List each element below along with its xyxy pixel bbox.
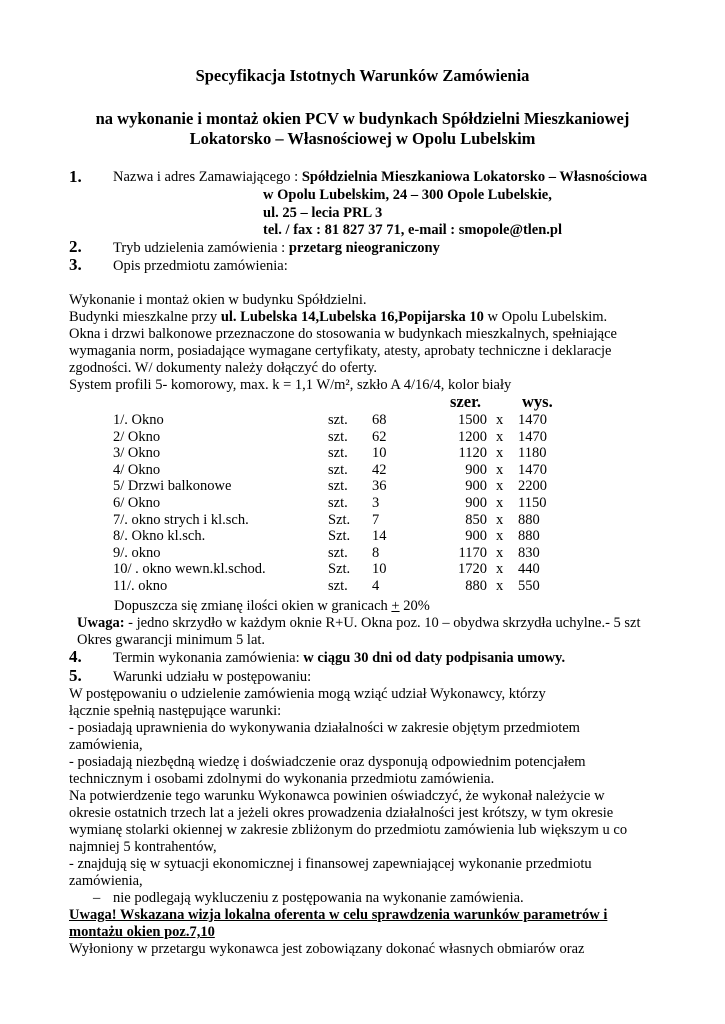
- plus-minus-sign: +: [391, 598, 400, 614]
- row-unit: szt.: [328, 462, 348, 478]
- row-times-sign: x: [496, 578, 504, 594]
- orderer-name: Spółdzielnia Mieszkaniowa Lokatorsko – Własnościowa: [301, 169, 648, 185]
- conditions-line-9: wymianę stolarki okiennej w zakresie zbliżonym do przedmiotu zamówienia lub większym u co: [69, 822, 628, 838]
- row-width: 900: [465, 528, 487, 544]
- row-height: 880: [518, 528, 540, 544]
- row-unit: Szt.: [328, 512, 351, 528]
- conditions-line-4: zamówienia,: [69, 737, 143, 753]
- row-height: 440: [518, 561, 540, 577]
- row-quantity: 10: [372, 561, 387, 577]
- row-item: 11/. okno: [113, 578, 168, 594]
- row-quantity: 7: [372, 512, 380, 528]
- uwaga-note: [77, 615, 641, 632]
- row-quantity: 3: [372, 495, 380, 511]
- quantity-change-text: Dopuszcza się zmianę ilości okien w granicach: [114, 598, 392, 614]
- contractor-obligation-line: Wyłoniony w przetargu wykonawca jest zobowiązany dokonać własnych obmiarów oraz: [69, 941, 585, 957]
- desc-line-1: Wykonanie i montaż okien w budynku Spółdzielni.: [69, 292, 367, 308]
- row-item: 4/ Okno: [113, 462, 161, 478]
- conditions-line-7: Na potwierdzenie tego warunku Wykonawca powinien oświadczyć, że wykonał należycie w: [69, 788, 605, 804]
- row-item: 10/ . okno wewn.kl.schod.: [113, 561, 266, 577]
- conditions-line-1: W postępowaniu o udzielenie zamówienia mogą wziąć udział Wykonawcy, którzy: [69, 686, 546, 702]
- row-width: 900: [465, 462, 487, 478]
- conditions-line-5: - posiadają niezbędną wiedzę i doświadczenie oraz dysponują odpowiednim potencjałem: [69, 754, 586, 770]
- quantity-change-percent: 20%: [399, 598, 430, 614]
- quantity-change-note: [114, 598, 430, 615]
- row-width: 900: [465, 478, 487, 494]
- row-times-sign: x: [496, 545, 504, 561]
- row-item: 5/ Drzwi balkonowe: [113, 478, 232, 494]
- site-visit-note-line-1: Uwaga! Wskazana wizja lokalna oferenta w celu sprawdzenia warunków parametrów i: [69, 907, 608, 923]
- row-unit: szt.: [328, 495, 348, 511]
- row-unit: szt.: [328, 412, 348, 428]
- desc-buildings-prefix: Budynki mieszkalne przy: [69, 309, 221, 325]
- table-header-height: wys.: [522, 392, 553, 411]
- row-item: 7/. okno strych i kl.sch.: [113, 512, 249, 528]
- row-width: 900: [465, 495, 487, 511]
- site-visit-note-line-2: montażu okien poz.7,10: [69, 924, 215, 940]
- uwaga-text: - jedno skrzydło w każdym oknie R+U. Okna poz. 10 – obydwa skrzydła uchylne.- 5 szt: [124, 615, 641, 631]
- desc-line-4: wymagania norm, posiadające wymagane certyfikaty, atesty, aprobaty techniczne i deklaracje: [69, 343, 612, 359]
- desc-line-3: Okna i drzwi balkonowe przeznaczone do stosowania w budynkach mieszkalnych, spełniające: [69, 326, 617, 342]
- row-unit: szt.: [328, 429, 348, 445]
- doc-title: Specyfikacja Istotnych Warunków Zamówienia: [195, 66, 530, 85]
- completion-deadline: w ciągu 30 dni od daty podpisania umowy.: [303, 650, 566, 666]
- row-height: 1470: [518, 429, 547, 445]
- section-2-label: Tryb udzielenia zamówienia :: [113, 240, 289, 256]
- row-times-sign: x: [496, 478, 504, 494]
- desc-line-2: [69, 309, 607, 326]
- conditions-line-3: - posiadają uprawnienia do wykonywania działalności w zakresie objętym przedmiotem: [69, 720, 580, 736]
- row-unit: Szt.: [328, 528, 351, 544]
- section-3-number: 3.: [69, 255, 82, 274]
- conditions-line-12: zamówienia,: [69, 873, 143, 889]
- row-unit: szt.: [328, 478, 348, 494]
- section-2-text: [113, 240, 440, 257]
- conditions-line-6: technicznym i osobami zdolnymi do wykonania przedmiotu zamówienia.: [69, 771, 495, 787]
- row-height: 830: [518, 545, 540, 561]
- conditions-line-11: - znajdują się w sytuacji ekonomicznej i finansowej zapewniającej wykonanie przedmiotu: [69, 856, 592, 872]
- section-4-number: 4.: [69, 647, 82, 666]
- row-times-sign: x: [496, 412, 504, 428]
- orderer-contact: tel. / fax : 81 827 37 71, e-mail : smopole@tlen.pl: [263, 222, 563, 238]
- doc-subtitle-line1: na wykonanie i montaż okien PCV w budynkach Spółdzielni Mieszkaniowej: [95, 109, 630, 128]
- section-1-text: [113, 169, 647, 186]
- row-quantity: 10: [372, 445, 387, 461]
- row-times-sign: x: [496, 429, 504, 445]
- row-width: 1720: [458, 561, 487, 577]
- row-unit: szt.: [328, 445, 348, 461]
- desc-line-5: zgodności. W/ dokumenty należy dołączyć do oferty.: [69, 360, 378, 376]
- section-2-number: 2.: [69, 237, 82, 256]
- warranty-note: Okres gwarancji minimum 5 lat.: [77, 632, 266, 648]
- section-3-label: Opis przedmiotu zamówienia:: [113, 258, 288, 274]
- row-height: 1150: [518, 495, 547, 511]
- section-4-label: Termin wykonania zamówienia:: [113, 650, 304, 666]
- row-width: 1500: [458, 412, 487, 428]
- row-item: 2/ Okno: [113, 429, 161, 445]
- row-item: 1/. Okno: [113, 412, 164, 428]
- section-5-number: 5.: [69, 666, 82, 685]
- desc-line-6: System profili 5- komorowy, max. k = 1,1 W/m², szkło A 4/16/4, kolor biały: [69, 377, 512, 393]
- conditions-line-10: najmniej 5 kontrahentów,: [69, 839, 217, 855]
- orderer-address-2: ul. 25 – lecia PRL 3: [263, 205, 383, 221]
- row-quantity: 8: [372, 545, 380, 561]
- row-height: 550: [518, 578, 540, 594]
- desc-buildings-addresses: ul. Lubelska 14,Lubelska 16,Popijarska 10: [220, 309, 484, 325]
- row-times-sign: x: [496, 561, 504, 577]
- row-quantity: 42: [372, 462, 387, 478]
- row-unit: szt.: [328, 578, 348, 594]
- row-quantity: 14: [372, 528, 387, 544]
- conditions-last: nie podlegają wykluczeniu z postępowania na wykonanie zamówienia.: [113, 890, 524, 906]
- row-height: 880: [518, 512, 540, 528]
- section-1-label: Nazwa i adres Zamawiającego :: [113, 169, 302, 185]
- row-times-sign: x: [496, 528, 504, 544]
- row-height: 1180: [518, 445, 547, 461]
- uwaga-label: Uwaga:: [77, 615, 125, 631]
- conditions-line-8: okresie ostatnich trzech lat a jeżeli okres prowadzenia działalności jest krótszy, w tym okresie: [69, 805, 614, 821]
- row-item: 6/ Okno: [113, 495, 161, 511]
- row-quantity: 4: [372, 578, 380, 594]
- conditions-dash: –: [93, 890, 101, 906]
- row-quantity: 68: [372, 412, 387, 428]
- row-width: 880: [465, 578, 487, 594]
- section-4-text: [113, 650, 565, 667]
- row-width: 1200: [458, 429, 487, 445]
- row-times-sign: x: [496, 462, 504, 478]
- row-height: 2200: [518, 478, 547, 494]
- section-5-label: Warunki udziału w postępowaniu:: [113, 669, 312, 685]
- row-height: 1470: [518, 462, 547, 478]
- orderer-address-1: w Opolu Lubelskim, 24 – 300 Opole Lubelskie,: [263, 187, 552, 203]
- row-item: 8/. Okno kl.sch.: [113, 528, 206, 544]
- doc-subtitle-line2: Lokatorsko – Własnościowej w Opolu Lubelskim: [189, 129, 536, 148]
- row-height: 1470: [518, 412, 547, 428]
- table-header-width: szer.: [450, 392, 482, 411]
- row-item: 3/ Okno: [113, 445, 161, 461]
- row-times-sign: x: [496, 445, 504, 461]
- row-unit: Szt.: [328, 561, 351, 577]
- row-times-sign: x: [496, 495, 504, 511]
- procedure-type: przetarg nieograniczony: [288, 240, 440, 256]
- desc-buildings-suffix: w Opolu Lubelskim.: [483, 309, 608, 325]
- row-width: 1120: [458, 445, 487, 461]
- row-quantity: 36: [372, 478, 387, 494]
- conditions-line-2: łącznie spełnią następujące warunki:: [69, 703, 282, 719]
- row-item: 9/. okno: [113, 545, 161, 561]
- section-1-number: 1.: [69, 167, 82, 186]
- row-times-sign: x: [496, 512, 504, 528]
- row-quantity: 62: [372, 429, 387, 445]
- row-width: 1170: [458, 545, 487, 561]
- row-width: 850: [465, 512, 487, 528]
- row-unit: szt.: [328, 545, 348, 561]
